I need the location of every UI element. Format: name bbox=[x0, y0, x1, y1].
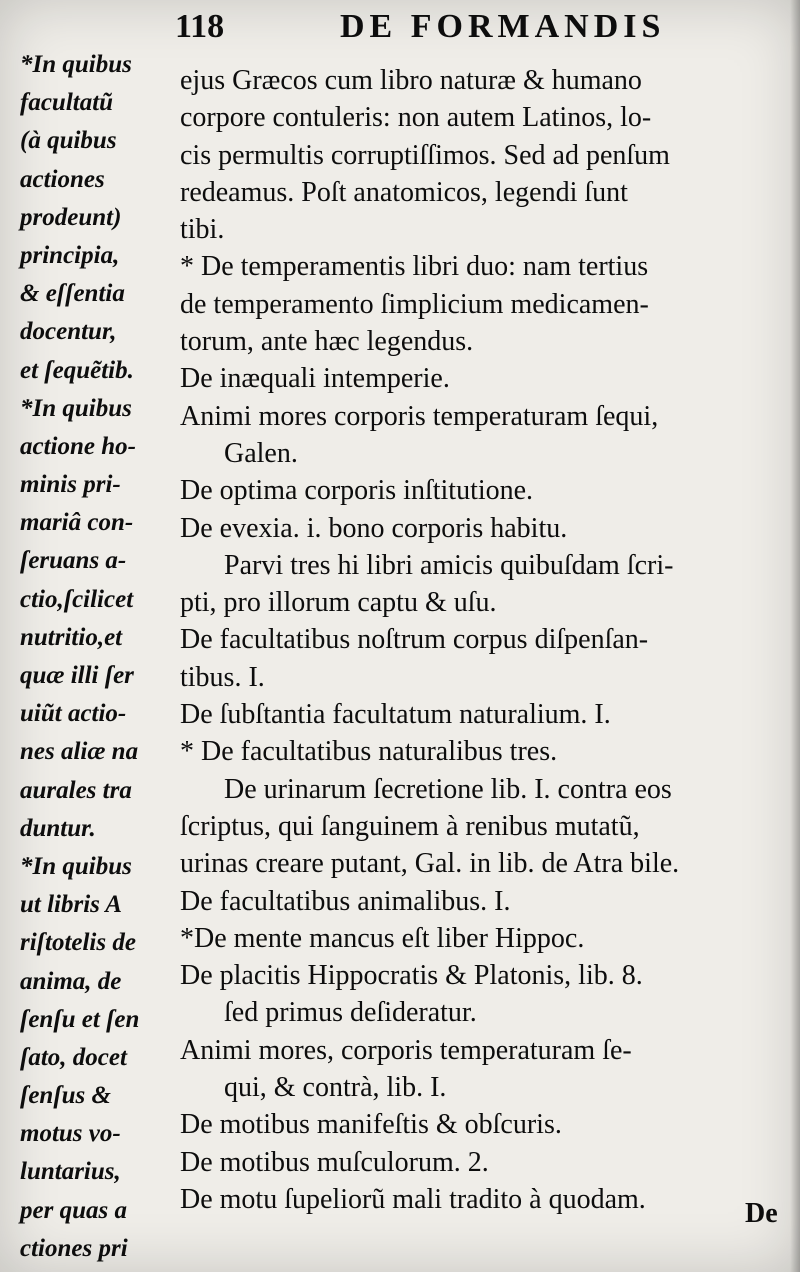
margin-note-line: ctiones pri bbox=[20, 1234, 128, 1262]
page-number: 118 bbox=[175, 8, 225, 45]
text-line: pti, pro illorum captu & uſu. bbox=[180, 587, 497, 619]
margin-note-line: luntarius, bbox=[20, 1158, 121, 1186]
margin-note-line: minis pri- bbox=[20, 471, 121, 499]
text-line: ſed primus deſideratur. bbox=[224, 997, 477, 1029]
margin-note-line: riſtotelis de bbox=[20, 929, 136, 957]
text-line: qui, & contrà, lib. I. bbox=[224, 1072, 447, 1104]
margin-note-line: principia, bbox=[20, 241, 120, 269]
margin-note-line: actione ho- bbox=[20, 432, 136, 460]
text-line: De facultatibus animalibus. I. bbox=[180, 885, 511, 917]
text-line: urinas creare putant, Gal. in lib. de Atra bile. bbox=[180, 848, 680, 880]
catchword: De bbox=[745, 1198, 778, 1229]
text-line: De optima corporis inſtitutione. bbox=[180, 475, 534, 507]
margin-note-line: & eſſentia bbox=[20, 280, 125, 308]
main-text bbox=[180, 62, 780, 1218]
text-line: De motu ſupeliorũ mali tradito à quodam. bbox=[180, 1183, 646, 1215]
margin-note-line: et ſequẽtib. bbox=[20, 356, 134, 384]
margin-note-line: uiũt actio- bbox=[20, 700, 127, 728]
margin-note-line: quæ illi ſer bbox=[20, 662, 134, 689]
margin-note-line: *In quibus bbox=[20, 852, 132, 880]
text-line: ſcriptus, qui ſanguinem à renibus mutatũ, bbox=[180, 810, 640, 842]
margin-note-line: mariâ con- bbox=[20, 509, 134, 537]
text-line: * De facultatibus naturalibus tres. bbox=[180, 736, 558, 768]
text-line: corpore contuleris: non autem Latinos, lo- bbox=[180, 102, 652, 134]
margin-note-line: *In quibus bbox=[20, 394, 132, 422]
text-line: De placitis Hippocratis & Platonis, lib. 8. bbox=[180, 960, 643, 992]
text-line: tibi. bbox=[180, 214, 225, 246]
margin-note-line: aurales tra bbox=[20, 776, 132, 804]
text-line: redeamus. Poſt anatomicos, legendi ſunt bbox=[180, 176, 628, 208]
margin-note-line: (à quibus bbox=[20, 127, 117, 155]
text-line: torum, ante hæc legendus. bbox=[180, 326, 474, 358]
text-line: ejus Græcos cum libro naturæ & humano bbox=[180, 65, 642, 96]
text-line: De ſubſtantia facultatum naturalium. I. bbox=[180, 699, 611, 731]
text-line: De evexia. i. bono corporis habitu. bbox=[180, 512, 568, 544]
text-line: De motibus muſculorum. 2. bbox=[180, 1146, 489, 1178]
text-line: * De temperamentis libri duo: nam tertius bbox=[180, 251, 649, 283]
text-line: Galen. bbox=[224, 437, 298, 469]
page-header bbox=[175, 8, 780, 48]
margin-note-line: duntur. bbox=[20, 814, 96, 842]
text-line: cis permultis corruptiſſimos. Sed ad penſum bbox=[180, 139, 670, 171]
text-line: *De mente mancus eſt liber Hippoc. bbox=[180, 922, 585, 954]
margin-note-line: motus vo- bbox=[20, 1120, 121, 1148]
text-line: Parvi tres hi libri amicis quibuſdam ſcri- bbox=[224, 549, 674, 581]
margin-note-line: ut libris A bbox=[20, 891, 122, 919]
margin-note-line: facultatũ bbox=[20, 89, 114, 117]
margin-note-line: nes aliæ na bbox=[20, 738, 139, 766]
margin-note-line: anima, de bbox=[20, 967, 122, 995]
text-line: Animi mores, corporis temperaturam ſe- bbox=[180, 1034, 632, 1066]
text-line: tibus. I. bbox=[180, 661, 265, 693]
running-head: DE FORMANDIS bbox=[340, 8, 666, 45]
marginal-notes bbox=[20, 46, 185, 1268]
margin-note-line: docentur, bbox=[20, 318, 117, 346]
margin-note-line: *In quibus bbox=[20, 51, 132, 78]
text-line: De motibus manifeſtis & obſcuris. bbox=[180, 1109, 562, 1141]
margin-note-line: prodeunt) bbox=[20, 203, 122, 231]
margin-note-line: ſenſu et ſen bbox=[20, 1005, 140, 1033]
margin-note-line: ctio,ſcilicet bbox=[20, 585, 134, 613]
text-line: De facultatibus noſtrum corpus diſpenſan- bbox=[180, 624, 649, 656]
text-line: de temperamento ſimplicium medicamen- bbox=[180, 288, 649, 320]
margin-note-line: per quas a bbox=[20, 1196, 127, 1224]
margin-note-line: nutritio,et bbox=[20, 623, 123, 651]
text-line: De urinarum ſecretione lib. I. contra eos bbox=[224, 773, 672, 805]
text-line: De inæquali intemperie. bbox=[180, 363, 450, 395]
margin-note-line: ſeruans a- bbox=[20, 547, 127, 575]
margin-note-line: actiones bbox=[20, 165, 105, 193]
margin-note-line: ſato, docet bbox=[20, 1043, 127, 1071]
text-line: Animi mores corporis temperaturam ſequi, bbox=[180, 400, 659, 432]
margin-note-line: ſenſus & bbox=[20, 1082, 111, 1110]
